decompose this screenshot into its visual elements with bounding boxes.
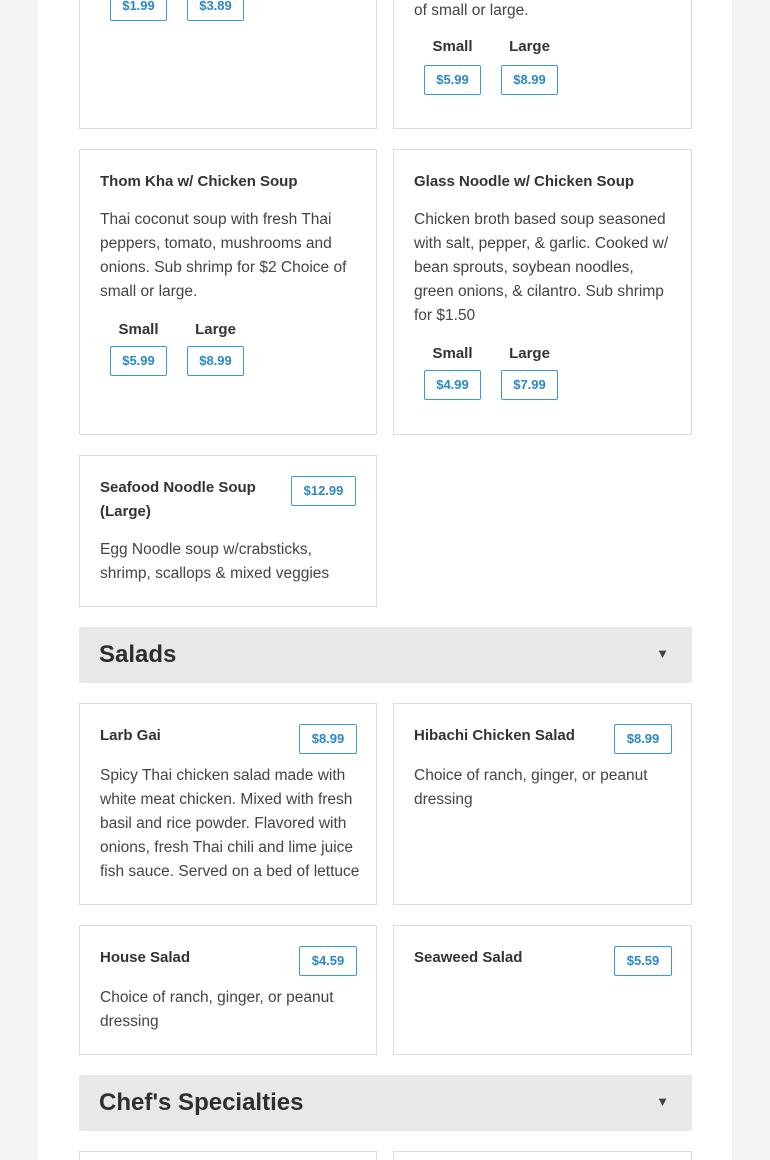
item-name: Larb Gai [100, 727, 161, 744]
menu-item-card[interactable] [79, 1151, 377, 1160]
price-button[interactable]: $8.99 [614, 724, 672, 754]
size-label-small: Small [118, 321, 159, 338]
chevron-down-icon: ▼ [656, 1094, 669, 1109]
large-price-button[interactable]: $7.99 [501, 370, 558, 400]
section-title: Salads [99, 641, 177, 668]
item-description: Spicy Thai chicken salad made with white meat chicken. Mixed with fresh basil and rice powder. Flavored with onions, fresh Thai chili and lime juice fish sauce. Served on a bed of lettuce [100, 767, 360, 880]
price-button[interactable]: $8.99 [299, 724, 357, 754]
section-title: Chef's Specialties [99, 1089, 304, 1116]
price-button[interactable]: $12.99 [291, 476, 356, 506]
menu-item-card[interactable] [393, 0, 692, 129]
item-name: House Salad [100, 949, 191, 966]
small-price-button[interactable]: $5.99 [110, 346, 167, 376]
menu-item-card[interactable] [79, 149, 377, 435]
item-description: Thai coconut soup with fresh Thai peppers, tomato, mushrooms and onions. Sub shrimp for $2 Choice of small or large. [100, 211, 347, 300]
item-name: Thom Kha w/ Chicken Soup [100, 173, 298, 190]
chevron-down-icon: ▼ [656, 646, 669, 661]
item-description: of small or large. [414, 2, 529, 19]
item-description: Chicken broth based soup seasoned with salt, pepper, & garlic. Cooked w/ bean sprouts, soybean noodles, green onions, & cilantro. Sub shrimp for $1.50 [414, 211, 669, 324]
menu-item-card[interactable] [393, 925, 692, 1055]
item-description: Egg Noodle soup w/crabsticks, shrimp, scallops & mixed veggies [100, 541, 330, 582]
small-price-button[interactable]: $5.99 [424, 65, 481, 95]
item-name: Seaweed Salad [414, 949, 523, 966]
section-header-salads[interactable] [79, 627, 692, 683]
price-button[interactable]: $4.59 [299, 946, 357, 976]
menu-item-card[interactable] [393, 1151, 692, 1160]
price-button[interactable]: $5.59 [614, 946, 672, 976]
menu-item-card[interactable] [393, 703, 692, 905]
menu-item-card[interactable] [79, 455, 377, 607]
size-label-small: Small [432, 38, 473, 55]
large-price-button[interactable]: $3.89 [187, 0, 244, 21]
item-name: Hibachi Chicken Salad [414, 727, 575, 744]
item-name: Glass Noodle w/ Chicken Soup [414, 173, 635, 190]
large-price-button[interactable]: $8.99 [501, 65, 558, 95]
size-label-large: Large [195, 321, 236, 338]
menu-item-card[interactable] [79, 703, 377, 905]
size-label-large: Large [509, 38, 550, 55]
menu-item-card[interactable] [393, 149, 692, 435]
section-header-chefs-specialties[interactable] [79, 1075, 692, 1131]
item-name: Seafood Noodle Soup (Large) [100, 479, 256, 520]
menu-item-card[interactable] [79, 0, 377, 129]
item-description: Choice of ranch, ginger, or peanut dressing [414, 767, 648, 808]
large-price-button[interactable]: $8.99 [187, 346, 244, 376]
size-label-small: Small [432, 345, 473, 362]
size-label-large: Large [509, 345, 550, 362]
item-description: Choice of ranch, ginger, or peanut dressing [100, 989, 334, 1030]
small-price-button[interactable]: $4.99 [424, 370, 481, 400]
menu-item-card[interactable] [79, 925, 377, 1055]
small-price-button[interactable]: $1.99 [110, 0, 167, 21]
